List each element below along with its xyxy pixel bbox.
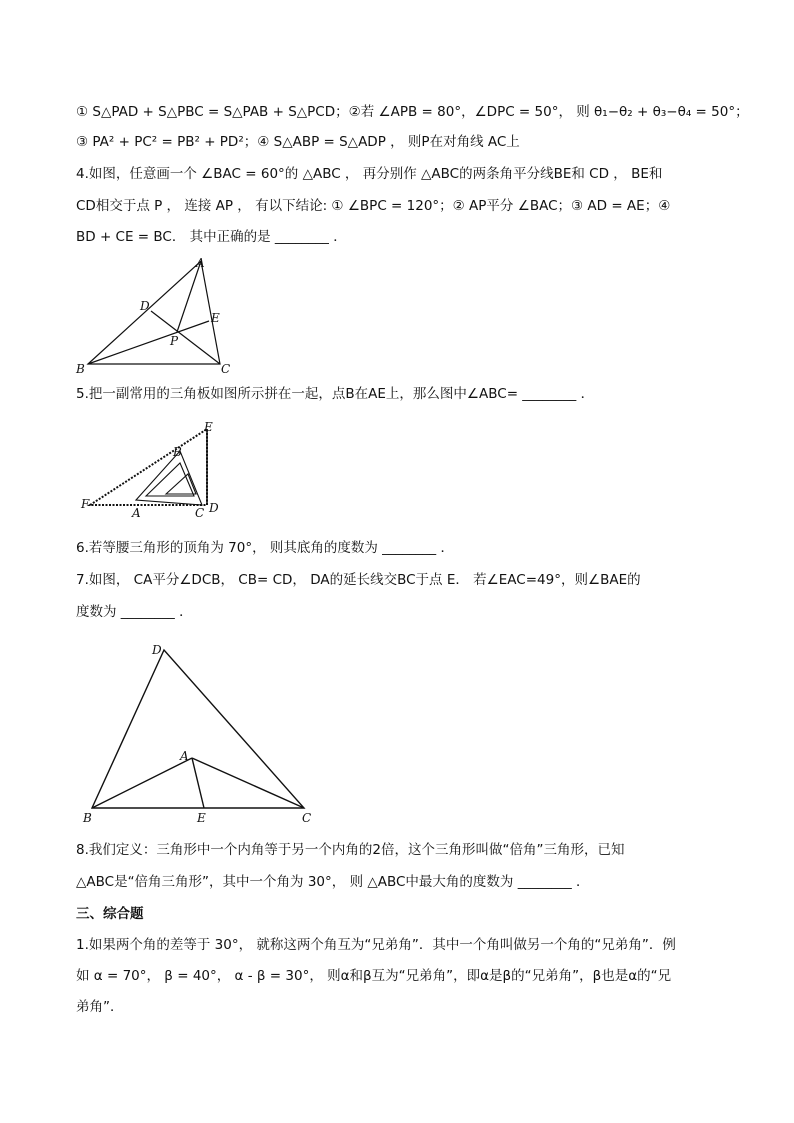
q4-text-line-1: 4.如图，任意画一个 ∠BAC = 60°的 △ABC ， 再分别作 △ABC的两条角平分线BE和 CD ， BE和 <box>76 166 663 182</box>
s3-q1-line-1: 1.如果两个角的差等于 30°， 就称这两个角互为“兄弟角”．其中一个角叫做另一个角的“兄弟角”．例 <box>76 937 676 953</box>
q4-text-line-3: BD + CE = BC． 其中正确的是 ________ ． <box>76 229 347 245</box>
q4-label-a: A <box>196 256 205 270</box>
q4-label-p: P <box>170 334 179 348</box>
q4-label-b: B <box>76 362 85 376</box>
q7-text-line-2: 度数为 ________ ． <box>76 604 193 620</box>
q7-label-e: E <box>197 811 206 825</box>
q4-figure <box>70 252 250 377</box>
q5-label-a: A <box>132 506 141 520</box>
q5-text-line-1: 5.把一副常用的三角板如图所示拼在一起，点B在AE上，那么图中∠ABC= ________ ． <box>76 386 595 402</box>
section-heading: 三、综合题 <box>76 906 144 922</box>
q7-segment-ac <box>192 758 304 808</box>
q5-label-c: C <box>195 506 205 520</box>
q4-label-c: C <box>221 362 231 376</box>
q7-label-b: B <box>83 811 92 825</box>
q8-text-line-1: 8.我们定义：三角形中一个内角等于另一个内角的2倍，这个三角形叫做“倍角”三角形，已知 <box>76 842 625 858</box>
q7-label-c: C <box>302 811 312 825</box>
q5-label-b: B <box>173 445 182 459</box>
q4-label-d: D <box>140 299 150 313</box>
q5-triangle-abc <box>136 451 202 505</box>
q8-text-line-2: △ABC是“倍角三角形”，其中一个角为 30°， 则 △ABC中最大角的度数为 ________ ． <box>76 874 590 890</box>
q4-text-line-2: CD相交于点 P ， 连接 AP ， 有以下结论: ① ∠BPC = 120°；② AP平分 ∠BAC；③ AD = AE；④ <box>76 198 671 214</box>
q5-label-d: D <box>209 501 219 515</box>
q4-label-e: E <box>211 311 220 325</box>
q4-bisector-be <box>88 321 209 364</box>
q3-condition-line-2: ③ PA² + PC² = PB² + PD²；④ S△ABP = S△ADP ， 则P在对角线 AC上 <box>76 134 520 150</box>
q7-text-line-1: 7.如图， CA平分∠DCB， CB= CD， DA的延长线交BC于点 E． 若∠EAC=49°，则∠BAE的 <box>76 572 641 588</box>
q5-figure <box>76 418 226 523</box>
q7-segment-ae <box>192 758 204 808</box>
q5-label-e: E <box>204 420 213 434</box>
s3-q1-line-2: 如 α = 70°， β = 40°， α - β = 30°， 则α和β互为“兄弟角”，即α是β的“兄弟角”，β也是α的“兄 <box>76 968 672 984</box>
q7-label-a: A <box>180 749 189 763</box>
q6-text-line-1: 6.若等腰三角形的顶角为 70°， 则其底角的度数为 ________ ． <box>76 540 454 556</box>
q7-label-d: D <box>152 643 162 657</box>
q7-segment-ba <box>92 758 192 808</box>
q3-condition-line-1: ① S△PAD + S△PBC = S△PAB + S△PCD；②若 ∠APB = 80°，∠DPC = 50°， 则 θ₁−θ₂ + θ₃−θ₄ = 50°； <box>76 104 749 120</box>
s3-q1-line-3: 弟角”． <box>76 999 124 1015</box>
q5-label-f: F <box>81 497 90 511</box>
q7-figure <box>76 640 326 830</box>
